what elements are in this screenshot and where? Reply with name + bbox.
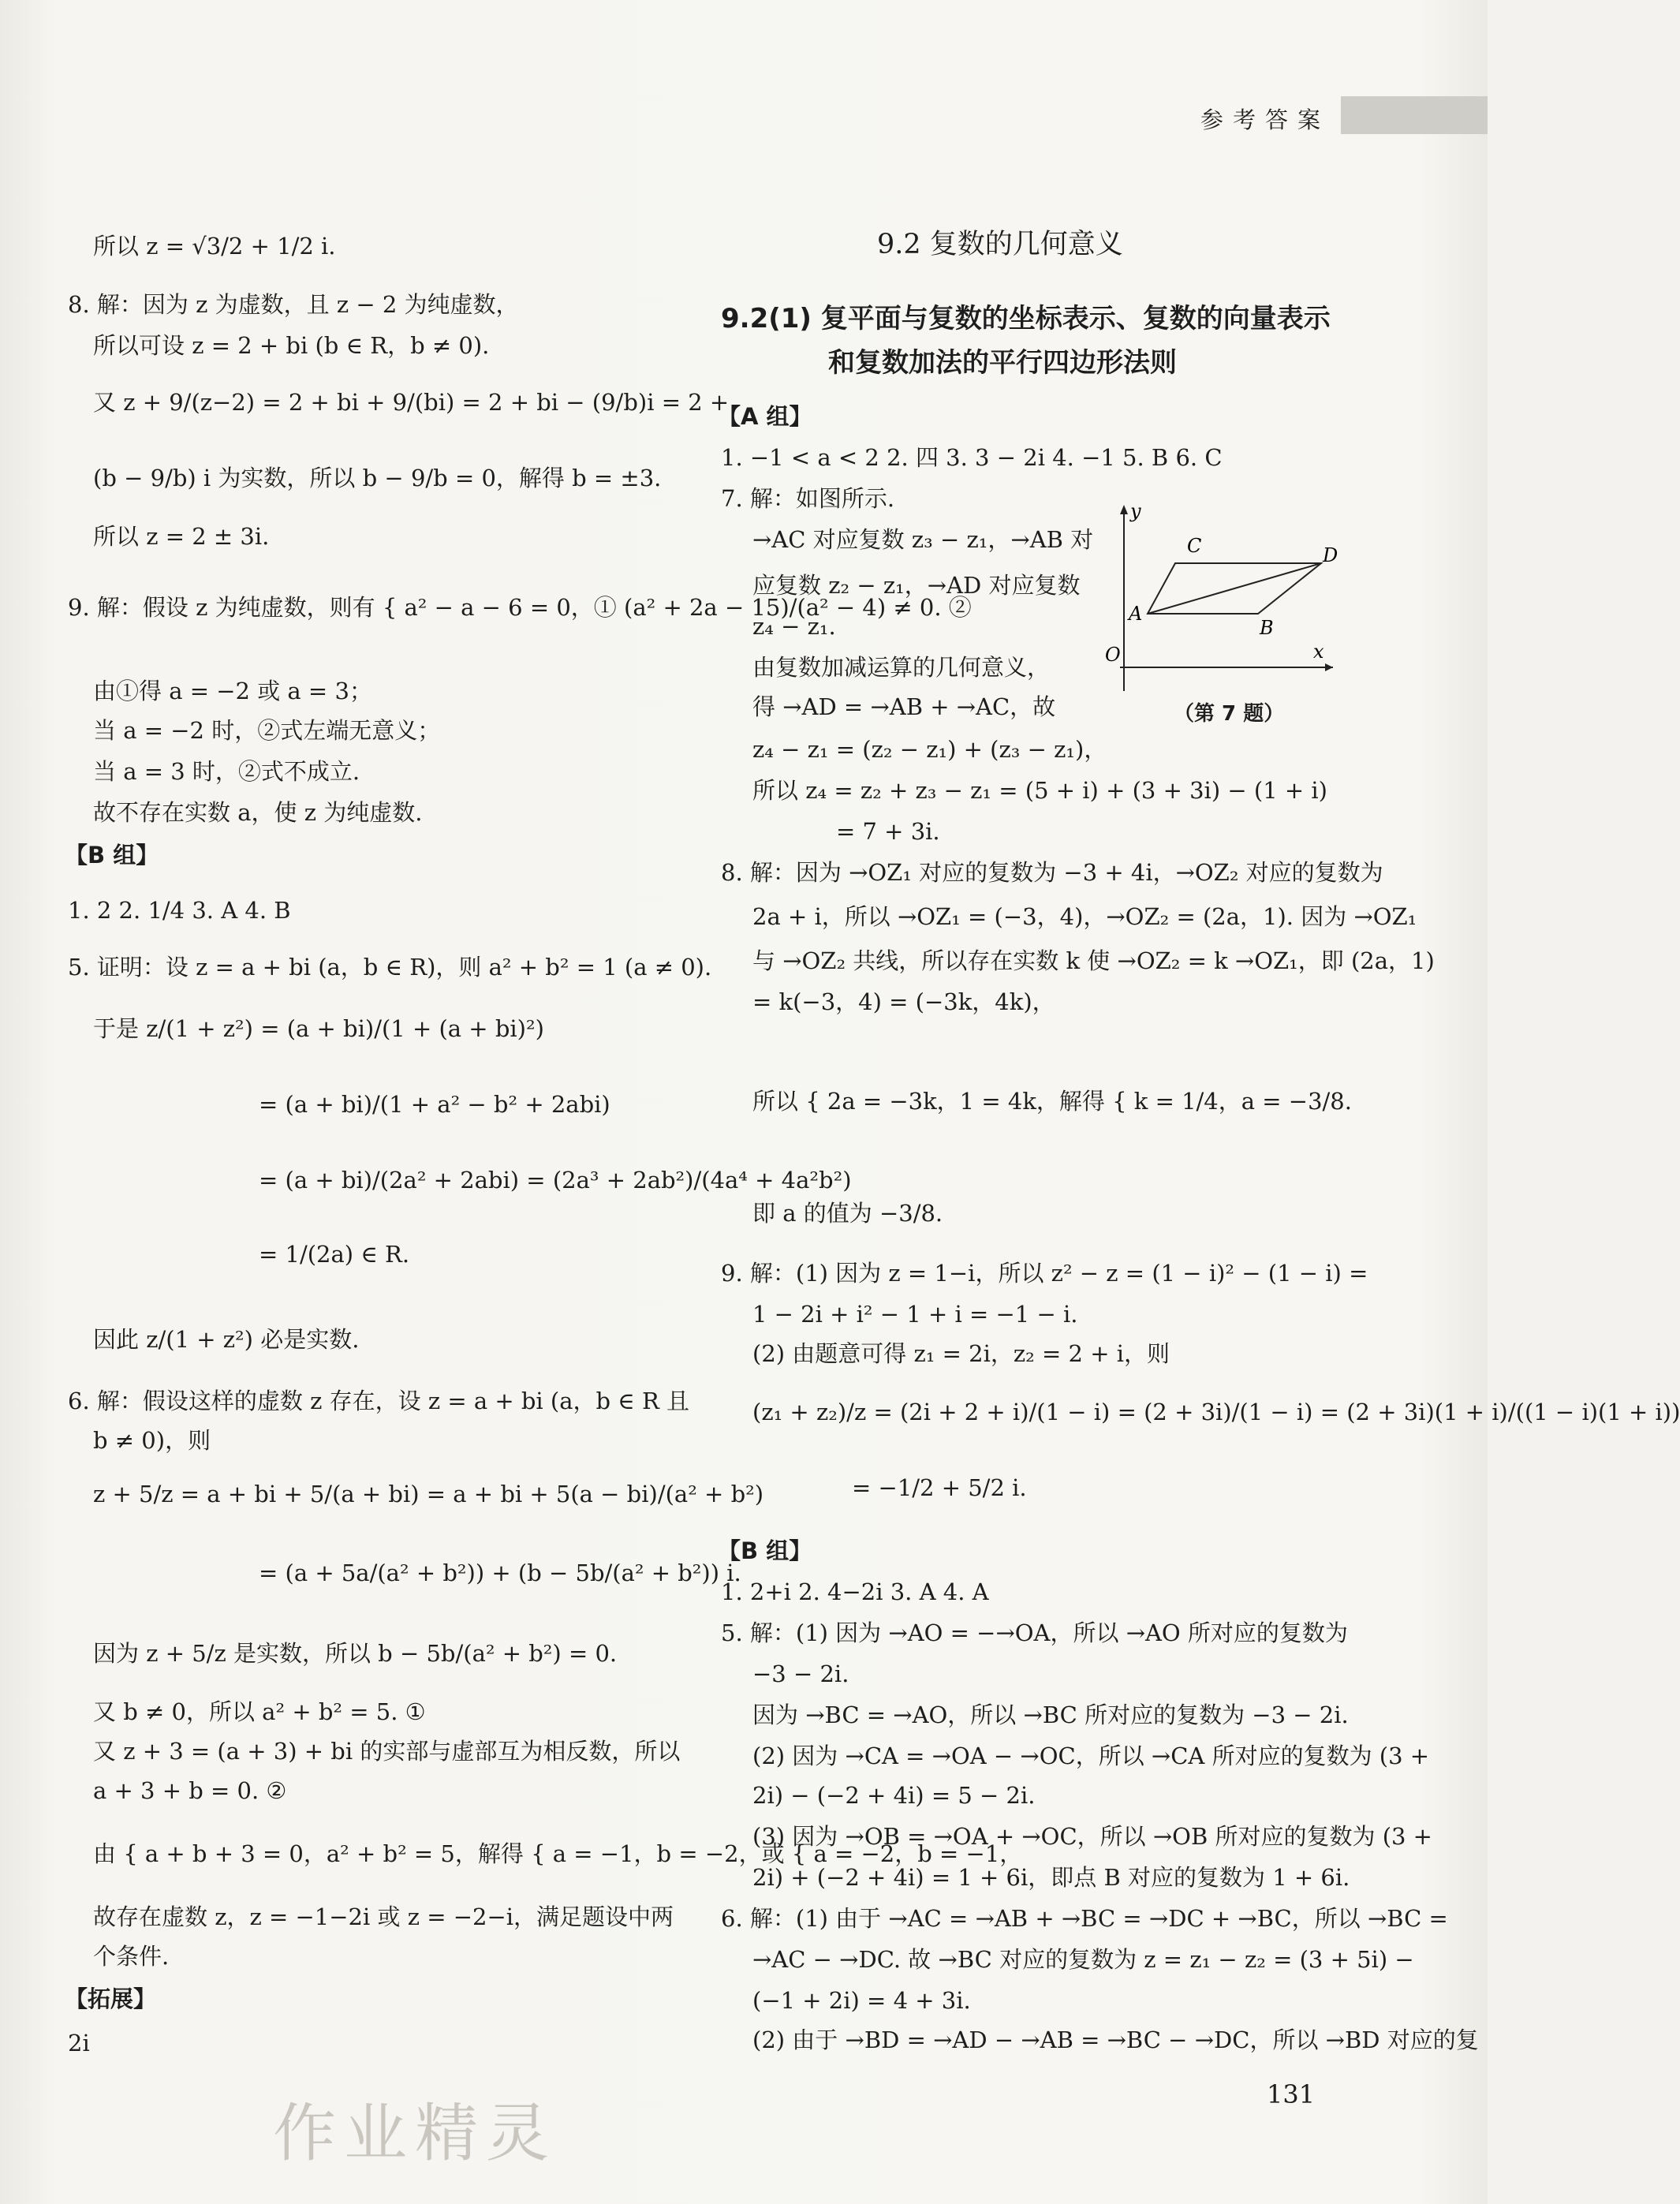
label-y: y bbox=[1130, 500, 1141, 522]
text-line: 6. 解：(1) 由于 →AC = →AB + →BC = →DC + →BC，所以 →BC = bbox=[721, 1905, 1448, 1932]
text-line: = (a + bi)/(2a² + 2abi) = (2a³ + 2ab²)/(4a⁴ + 4a²b²) bbox=[259, 1167, 852, 1194]
text-line: →AC − →DC. 故 →BC 对应的复数为 z = z₁ − z₂ = (3 + 5i) − bbox=[752, 1946, 1414, 1973]
text-line: (z₁ + z₂)/z = (2i + 2 + i)/(1 − i) = (2 + 3i)/(1 − i) = (2 + 3i)(1 + i)/((1 − i)(1 + i)) bbox=[752, 1399, 1680, 1425]
text-line: 于是 z/(1 + z²) = (a + bi)/(1 + (a + bi)²) bbox=[93, 1015, 544, 1042]
text-line: 又 z + 3 = (a + 3) + bi 的实部与虚部互为相反数，所以 bbox=[93, 1738, 681, 1765]
text-line: (2) 由题意可得 z₁ = 2i，z₂ = 2 + i，则 bbox=[752, 1340, 1170, 1367]
text-line: 9. 解：(1) 因为 z = 1−i，所以 z² − z = (1 − i)² − (1 − i) = bbox=[721, 1260, 1368, 1287]
text-line: 与 →OZ₂ 共线，所以存在实数 k 使 →OZ₂ = k →OZ₁，即 (2a，1) bbox=[752, 947, 1435, 974]
text-line: 1. 2 2. 1/4 3. A 4. B bbox=[68, 897, 291, 924]
text-line: −3 − 2i. bbox=[752, 1660, 849, 1687]
text-line: 1. 2+i 2. 4−2i 3. A 4. A bbox=[721, 1578, 989, 1605]
text-line: 因为 z + 5/z 是实数，所以 b − 5b/(a² + b²) = 0. bbox=[93, 1640, 618, 1667]
text-line: z + 5/z = a + bi + 5/(a + bi) = a + bi + 5(a − bi)/(a² + b²) bbox=[93, 1481, 764, 1507]
text-line: 当 a = −2 时，②式左端无意义； bbox=[93, 717, 441, 744]
text-line: (b − 9/b) i 为实数，所以 b − 9/b = 0，解得 b = ±3. bbox=[93, 465, 662, 491]
text-line: 2i) − (−2 + 4i) = 5 − 2i. bbox=[752, 1782, 1036, 1809]
text-line: a + 3 + b = 0. ② bbox=[93, 1777, 287, 1804]
text-line: 由 { a + b + 3 = 0，a² + b² = 5，解得 { a = −1，b = −2，或 { a = −2，b = −1， bbox=[93, 1840, 1023, 1867]
text-line: 个条件. bbox=[93, 1943, 170, 1970]
text-line: 因此 z/(1 + z²) 必是实数. bbox=[93, 1326, 360, 1353]
page-number: 131 bbox=[1267, 2079, 1316, 2109]
text-line: 所以可设 z = 2 + bi (b ∈ R，b ≠ 0). bbox=[93, 332, 490, 359]
text-line: (2) 由于 →BD = →AD − →AB = →BC − →DC，所以 →BD 对应的复 bbox=[752, 2027, 1479, 2053]
text-line: 2i) + (−2 + 4i) = 1 + 6i，即点 B 对应的复数为 1 + 6i. bbox=[752, 1864, 1350, 1891]
text-line: 所以 { 2a = −3k，1 = 4k，解得 { k = 1/4，a = −3/8. bbox=[752, 1088, 1352, 1115]
text-line: 1 − 2i + i² − 1 + i = −1 − i. bbox=[752, 1301, 1078, 1328]
text-line: 所以 z₄ = z₂ + z₃ − z₁ = (5 + i) + (3 + 3i) − (1 + i) bbox=[752, 777, 1327, 804]
label-b: B bbox=[1260, 617, 1274, 639]
text-line: 由复数加减运算的几何意义， bbox=[752, 654, 1051, 681]
text-line: 故存在虚数 z，z = −1−2i 或 z = −2−i，满足题设中两 bbox=[93, 1903, 674, 1930]
text-line: b ≠ 0)，则 bbox=[93, 1427, 211, 1454]
header-band bbox=[1341, 96, 1488, 134]
watermark: 作业精灵 bbox=[273, 2097, 557, 2170]
text-line: (3) 因为 →OB = →OA + →OC，所以 →OB 所对应的复数为 (3 + bbox=[752, 1823, 1432, 1850]
text-line: 8. 解：因为 →OZ₁ 对应的复数为 −3 + 4i，→OZ₂ 对应的复数为 bbox=[721, 859, 1383, 886]
diagonal-ad bbox=[1148, 563, 1321, 614]
subsection-title: 和复数加法的平行四边形法则 bbox=[828, 347, 1177, 379]
text-line: 1. −1 < a < 2 2. 四 3. 3 − 2i 4. −1 5. B 6. C bbox=[721, 444, 1223, 471]
text-line: 故不存在实数 a，使 z 为纯虚数. bbox=[93, 799, 423, 826]
text-line: = (a + bi)/(1 + a² − b² + 2abi) bbox=[259, 1091, 610, 1118]
text-line: 6. 解：假设这样的虚数 z 存在，设 z = a + bi (a，b ∈ R 且 bbox=[68, 1388, 690, 1414]
text-line: 因为 →BC = →AO，所以 →BC 所对应的复数为 −3 − 2i. bbox=[752, 1702, 1349, 1728]
label-c: C bbox=[1187, 535, 1202, 557]
text-line: (2) 因为 →CA = →OA − →OC，所以 →CA 所对应的复数为 (3 + bbox=[752, 1743, 1430, 1769]
header-title: 参考答案 bbox=[1200, 106, 1331, 133]
figure-caption: （第 7 题） bbox=[1174, 702, 1285, 726]
text-line: 所以 z = √3/2 + 1/2 i. bbox=[93, 233, 336, 260]
label-x: x bbox=[1313, 641, 1324, 663]
text-line: = (a + 5a/(a² + b²)) + (b − 5b/(a² + b²)) i. bbox=[259, 1560, 741, 1586]
text-line: 得 →AD = →AB + →AC，故 bbox=[752, 693, 1056, 720]
text-line: (−1 + 2i) = 4 + 3i. bbox=[752, 1987, 971, 2014]
text-line: 2i bbox=[68, 2030, 90, 2056]
section-title: 9.2 复数的几何意义 bbox=[877, 229, 1123, 260]
text-line: 又 z + 9/(z−2) = 2 + bi + 9/(bi) = 2 + bi − (9/b)i = 2 + bbox=[93, 389, 730, 416]
text-line: = 7 + 3i. bbox=[836, 818, 940, 845]
text-line: = 1/(2a) ∈ R. bbox=[259, 1241, 410, 1268]
text-line: 9. 解：假设 z 为纯虚数，则有 { a² − a − 6 = 0，① (a² + 2a − 15)/(a² − 4) ≠ 0. ② bbox=[68, 594, 972, 621]
complex-plane-figure bbox=[1077, 502, 1337, 696]
label-a: A bbox=[1129, 603, 1143, 625]
text-line: →AC 对应复数 z₃ − z₁，→AB 对 bbox=[752, 526, 1094, 553]
section-heading: 【B 组】 bbox=[65, 842, 159, 869]
text-line: 所以 z = 2 ± 3i. bbox=[93, 523, 270, 550]
section-heading: 【A 组】 bbox=[718, 403, 812, 430]
text-line: = k(−3，4) = (−3k，4k)， bbox=[752, 988, 1055, 1015]
text-line: 当 a = 3 时，②式不成立. bbox=[93, 758, 360, 785]
text-line: 2a + i，所以 →OZ₁ = (−3，4)，→OZ₂ = (2a，1). 因为 →OZ₁ bbox=[752, 903, 1417, 930]
subsection-title: 9.2(1) 复平面与复数的坐标表示、复数的向量表示 bbox=[721, 303, 1331, 334]
text-line: 又 b ≠ 0，所以 a² + b² = 5. ① bbox=[93, 1698, 426, 1725]
section-heading: 【B 组】 bbox=[718, 1537, 812, 1564]
label-d: D bbox=[1323, 544, 1338, 566]
text-line: 5. 解：(1) 因为 →AO = −→OA，所以 →AO 所对应的复数为 bbox=[721, 1619, 1348, 1646]
text-line: z₄ − z₁ = (z₂ − z₁) + (z₃ − z₁)， bbox=[752, 736, 1107, 763]
section-heading: 【拓展】 bbox=[65, 1985, 157, 2012]
text-line: 即 a 的值为 −3/8. bbox=[752, 1200, 943, 1227]
text-line: = −1/2 + 5/2 i. bbox=[852, 1474, 1027, 1501]
text-line: 8. 解：因为 z 为虚数，且 z − 2 为纯虚数， bbox=[68, 291, 519, 318]
text-line: 7. 解：如图所示. bbox=[721, 485, 895, 512]
text-line: 由①得 a = −2 或 a = 3； bbox=[93, 678, 372, 704]
label-o: O bbox=[1105, 644, 1121, 666]
y-axis-arrow bbox=[1120, 505, 1128, 514]
text-line: 5. 证明：设 z = a + bi (a，b ∈ R)，则 a² + b² = 1 (a ≠ 0). bbox=[68, 954, 712, 981]
text-line: 应复数 z₂ − z₁，→AD 对应复数 bbox=[752, 572, 1081, 599]
text-line: z₄ − z₁. bbox=[752, 613, 836, 640]
x-axis-arrow bbox=[1325, 663, 1333, 671]
